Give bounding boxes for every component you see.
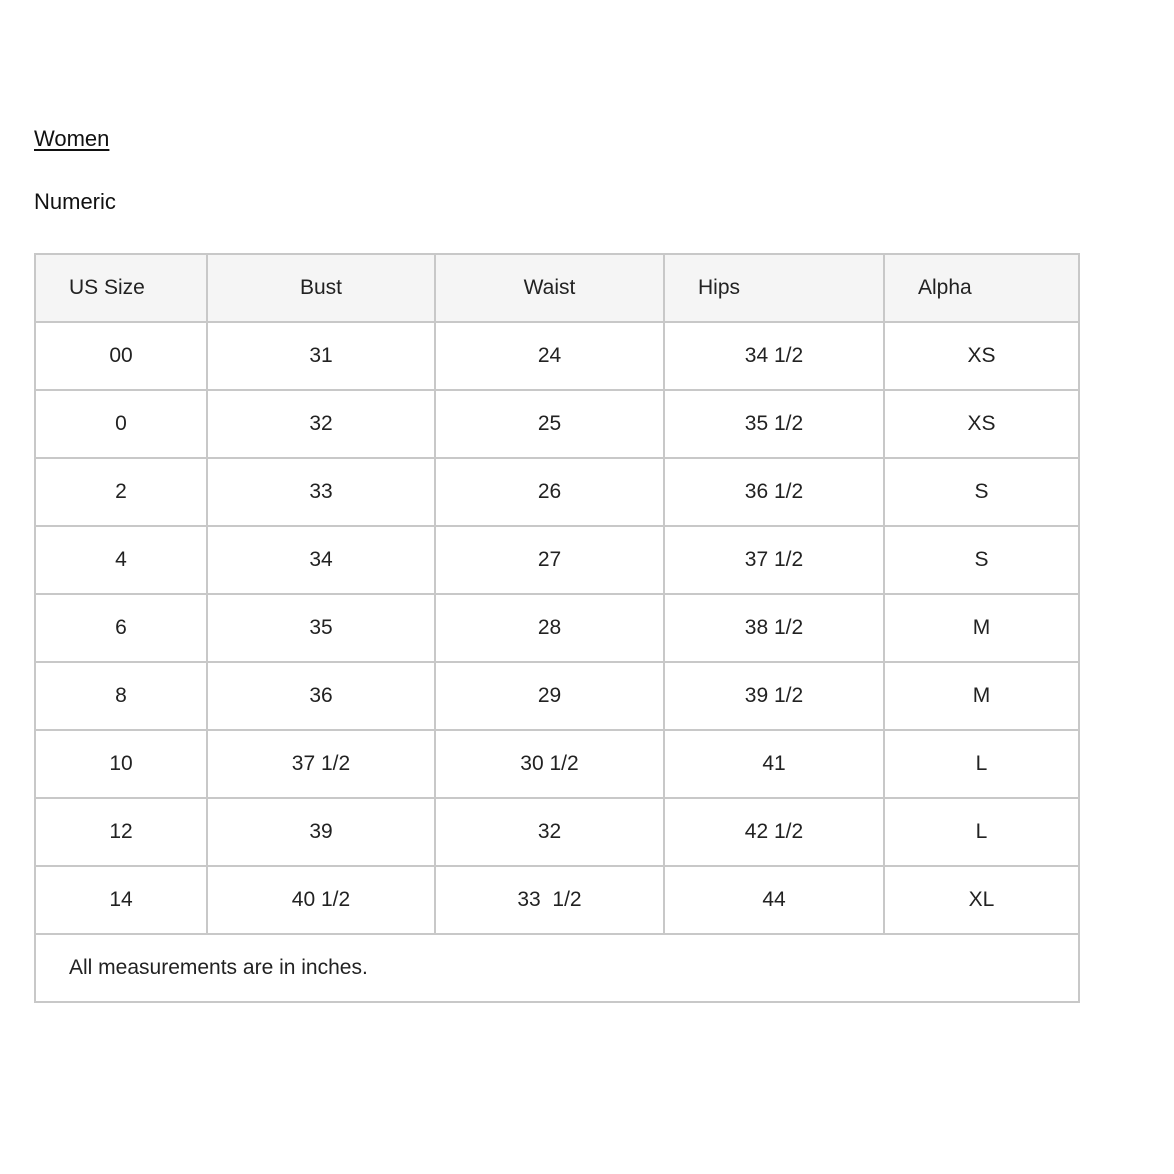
- cell-alpha: XS: [884, 390, 1079, 458]
- table-row: [35, 458, 1079, 526]
- cell-waist: 28: [435, 594, 664, 662]
- table-row: [35, 594, 1079, 662]
- cell-alpha: S: [884, 458, 1079, 526]
- cell-hips: 35 1/2: [664, 390, 884, 458]
- cell-alpha: L: [884, 798, 1079, 866]
- cell-waist: 29: [435, 662, 664, 730]
- table-row: [35, 662, 1079, 730]
- cell-hips: 41: [664, 730, 884, 798]
- size-chart-table: [34, 253, 1080, 1003]
- footnote-row: [35, 934, 1079, 1002]
- header-hips: Hips: [664, 254, 884, 322]
- cell-waist: 32: [435, 798, 664, 866]
- cell-hips: 34 1/2: [664, 322, 884, 390]
- cell-hips: 44: [664, 866, 884, 934]
- cell-us-size: 0: [35, 390, 207, 458]
- table-row: [35, 798, 1079, 866]
- cell-bust: 39: [207, 798, 435, 866]
- table-header-row: [35, 254, 1079, 322]
- table-row: [35, 390, 1079, 458]
- cell-hips: 42 1/2: [664, 798, 884, 866]
- cell-alpha: XL: [884, 866, 1079, 934]
- women-link[interactable]: Women: [34, 126, 110, 151]
- numeric-heading: Numeric: [34, 189, 116, 214]
- cell-alpha: M: [884, 594, 1079, 662]
- cell-bust: 33: [207, 458, 435, 526]
- table-row: [35, 866, 1079, 934]
- cell-bust: 31: [207, 322, 435, 390]
- cell-hips: 37 1/2: [664, 526, 884, 594]
- table-row: [35, 526, 1079, 594]
- cell-alpha: M: [884, 662, 1079, 730]
- header-bust: Bust: [207, 254, 435, 322]
- cell-bust: 34: [207, 526, 435, 594]
- header-waist: Waist: [435, 254, 664, 322]
- cell-waist: 25: [435, 390, 664, 458]
- cell-us-size: 00: [35, 322, 207, 390]
- table-row: [35, 730, 1079, 798]
- measurement-footnote: All measurements are in inches.: [35, 934, 1079, 1002]
- cell-bust: 32: [207, 390, 435, 458]
- cell-bust: 35: [207, 594, 435, 662]
- cell-hips: 36 1/2: [664, 458, 884, 526]
- cell-us-size: 8: [35, 662, 207, 730]
- cell-bust: 37 1/2: [207, 730, 435, 798]
- cell-hips: 39 1/2: [664, 662, 884, 730]
- cell-us-size: 4: [35, 526, 207, 594]
- table-row: [35, 322, 1079, 390]
- header-alpha: Alpha: [884, 254, 1079, 322]
- cell-alpha: L: [884, 730, 1079, 798]
- cell-alpha: S: [884, 526, 1079, 594]
- cell-waist: 24: [435, 322, 664, 390]
- cell-bust: 40 1/2: [207, 866, 435, 934]
- cell-bust: 36: [207, 662, 435, 730]
- cell-waist: 27: [435, 526, 664, 594]
- table-body: [35, 322, 1079, 934]
- header-us-size: US Size: [35, 254, 207, 322]
- cell-us-size: 6: [35, 594, 207, 662]
- cell-hips: 38 1/2: [664, 594, 884, 662]
- cell-waist: 33 1/2: [435, 866, 664, 934]
- cell-us-size: 14: [35, 866, 207, 934]
- cell-us-size: 12: [35, 798, 207, 866]
- cell-waist: 30 1/2: [435, 730, 664, 798]
- cell-alpha: XS: [884, 322, 1079, 390]
- cell-us-size: 10: [35, 730, 207, 798]
- cell-waist: 26: [435, 458, 664, 526]
- cell-us-size: 2: [35, 458, 207, 526]
